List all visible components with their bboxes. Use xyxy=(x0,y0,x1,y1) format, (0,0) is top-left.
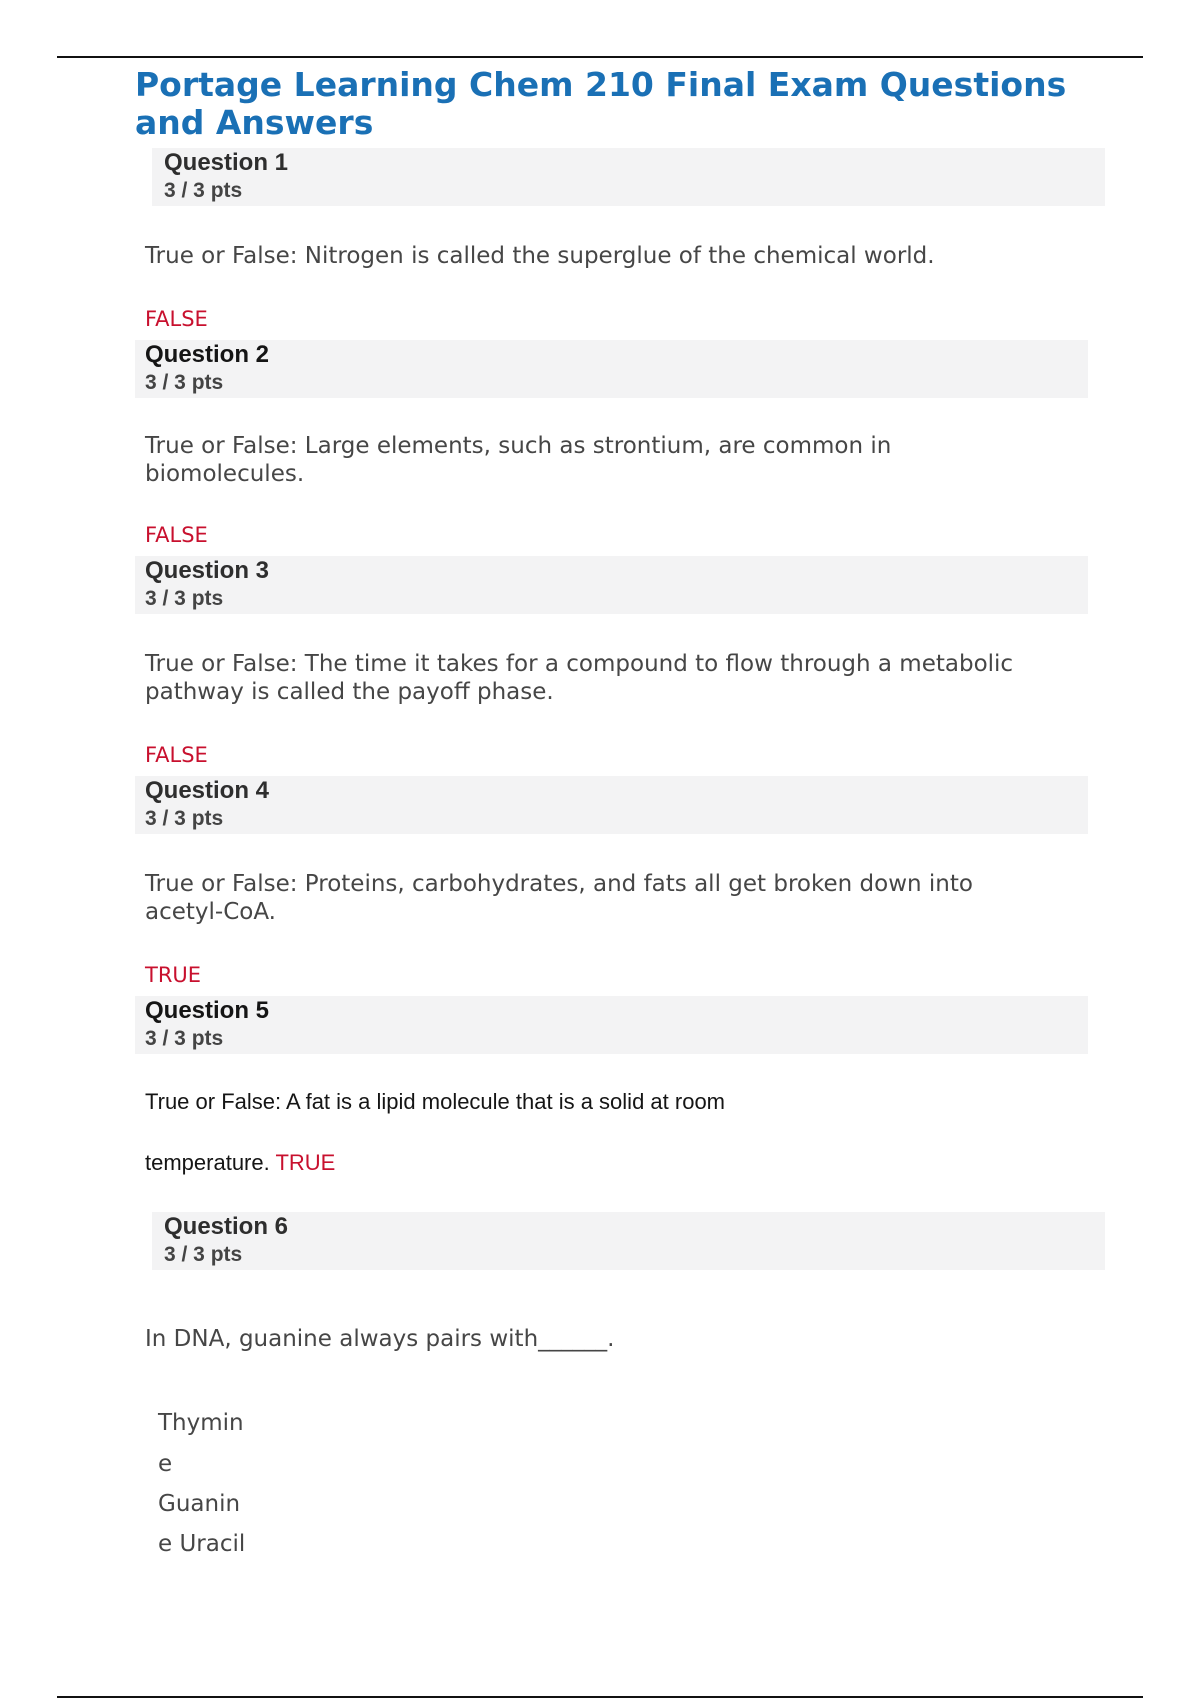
question-6-option-line: e Uracil xyxy=(158,1531,246,1557)
question-2-points: 3 / 3 pts xyxy=(145,371,224,394)
question-3-text-line2: pathway is called the payoff phase. xyxy=(145,679,554,705)
question-1-text: True or False: Nitrogen is called the superglue of the chemical world. xyxy=(145,243,935,269)
question-3-text-line1: True or False: The time it takes for a compound to flow through a metabolic xyxy=(145,651,1014,677)
question-6-option-line: Thymin xyxy=(158,1410,244,1436)
top-rule xyxy=(57,56,1143,58)
question-5-text-line2: temperature. xyxy=(145,1150,270,1175)
question-4-answer: TRUE xyxy=(145,963,202,987)
question-3-answer: FALSE xyxy=(145,743,208,767)
question-5-header xyxy=(135,996,1088,1054)
question-3-header xyxy=(135,556,1088,614)
document-title: Portage Learning Chem 210 Final Exam Questions and Answers xyxy=(135,65,1067,142)
question-4-text-line2: acetyl-CoA. xyxy=(145,899,276,925)
question-6-points: 3 / 3 pts xyxy=(164,1243,243,1266)
question-5-text-line2-wrap xyxy=(145,1148,1095,1177)
question-1-label: Question 1 xyxy=(164,149,289,176)
question-4-label: Question 4 xyxy=(145,777,270,804)
question-1-answer: FALSE xyxy=(145,307,208,331)
question-6-header xyxy=(152,1212,1105,1270)
question-5-text-line1: True or False: A fat is a lipid molecule that is a solid at room xyxy=(145,1089,726,1114)
question-3-label: Question 3 xyxy=(145,557,270,584)
question-5-points: 3 / 3 pts xyxy=(145,1027,224,1050)
question-4-header xyxy=(135,776,1088,834)
question-6-option-line: Guanin xyxy=(158,1491,241,1517)
question-2-text-line2: biomolecules. xyxy=(145,461,305,487)
question-4-points: 3 / 3 pts xyxy=(145,807,224,830)
question-2-text-line1: True or False: Large elements, such as strontium, are common in xyxy=(145,433,892,459)
question-1-points: 3 / 3 pts xyxy=(164,179,243,202)
question-2-label: Question 2 xyxy=(145,341,270,368)
question-3-points: 3 / 3 pts xyxy=(145,587,224,610)
question-2-answer: FALSE xyxy=(145,523,208,547)
question-6-label: Question 6 xyxy=(164,1213,289,1240)
question-6-option-line: e xyxy=(158,1451,173,1477)
bottom-rule xyxy=(57,1696,1143,1698)
question-4-text-line1: True or False: Proteins, carbohydrates, and fats all get broken down into xyxy=(145,871,973,897)
question-1-header xyxy=(152,148,1105,206)
question-2-header xyxy=(135,340,1088,398)
question-5-answer: TRUE xyxy=(275,1150,336,1175)
question-5-label: Question 5 xyxy=(145,997,270,1024)
question-6-text: In DNA, guanine always pairs with______. xyxy=(145,1326,615,1352)
